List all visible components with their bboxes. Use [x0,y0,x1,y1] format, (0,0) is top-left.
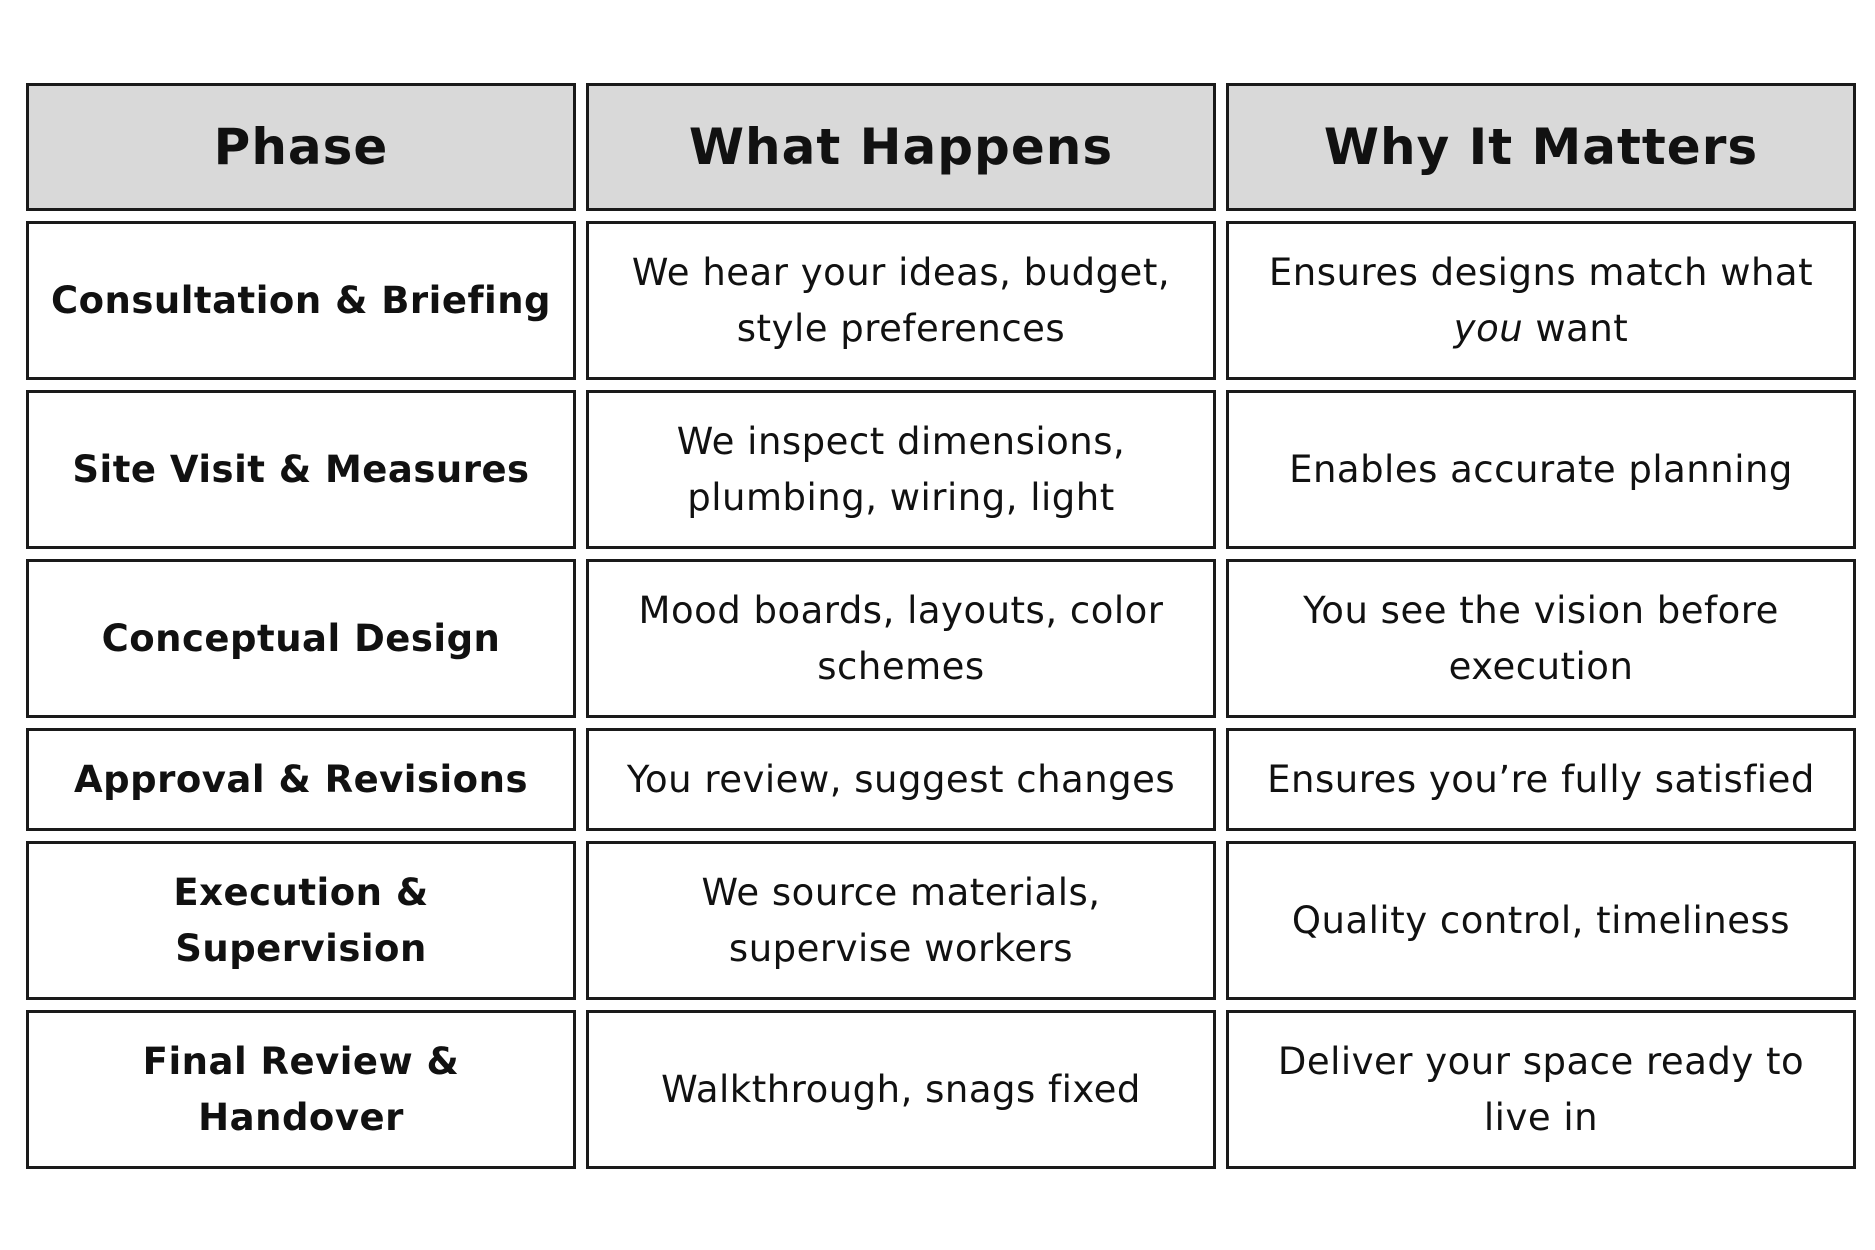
what-happens-cell: You review, suggest changes [586,728,1216,831]
header-why-it-matters: Why It Matters [1226,83,1856,211]
header-phase: Phase [26,83,576,211]
why-text-end: want [1523,306,1629,350]
why-it-matters-cell: You see the vision before execution [1226,559,1856,718]
phase-cell: Site Visit & Measures [26,390,576,549]
process-table [26,83,1856,1169]
what-happens-cell: Mood boards, layouts, color schemes [586,559,1216,718]
why-text-start: Ensures designs match what [1268,251,1814,294]
why-it-matters-cell [1226,221,1856,380]
phase-cell: Final Review & Handover [26,1010,576,1169]
phase-cell: Consultation & Briefing [26,221,576,380]
why-text [1247,245,1835,356]
phase-cell: Approval & Revisions [26,728,576,831]
what-happens-cell: We hear your ideas, budget, style preferences [586,221,1216,380]
what-happens-cell: Walkthrough, snags fixed [586,1010,1216,1169]
why-it-matters-cell: Enables accurate planning [1226,390,1856,549]
what-happens-cell: We source materials, supervise workers [586,841,1216,1000]
why-text-emphasis: you [1453,306,1524,350]
why-it-matters-cell: Ensures you’re fully satisfied [1226,728,1856,831]
what-happens-cell: We inspect dimensions, plumbing, wiring, light [586,390,1216,549]
phase-cell: Execution & Supervision [26,841,576,1000]
why-it-matters-cell: Deliver your space ready to live in [1226,1010,1856,1169]
phase-cell: Conceptual Design [26,559,576,718]
header-what-happens: What Happens [586,83,1216,211]
table-grid [26,83,1856,1169]
why-it-matters-cell: Quality control, timeliness [1226,841,1856,1000]
